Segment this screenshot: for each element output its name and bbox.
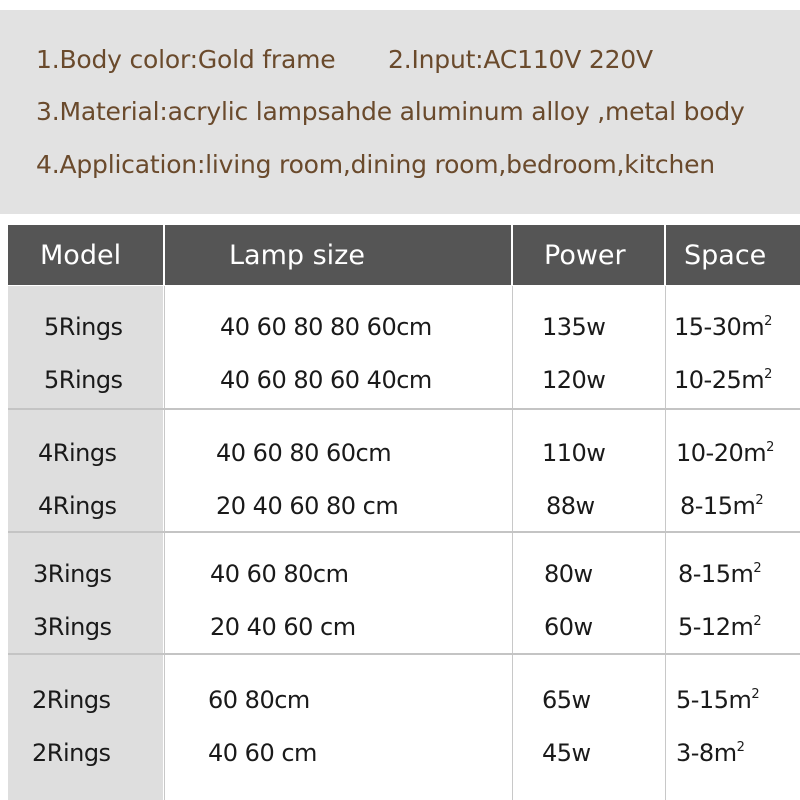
cell-size: 40 60 80cm (210, 560, 349, 588)
cell-model: 2Rings (32, 686, 111, 714)
spec-material: 3.Material:acrylic lampsahde aluminum alloy ,metal body (36, 97, 745, 126)
cell-power: 110w (542, 439, 606, 467)
cell-space: $3-8m^2$ (676, 739, 745, 767)
cell-space: $10-25m^2$ (674, 366, 772, 394)
cell-space: $8-15m^2$ (680, 492, 764, 520)
cell-size: 40 60 80 60 40cm (220, 366, 432, 394)
cell-power: 65w (542, 686, 591, 714)
spec-application: 4.Application:living room,dining room,bedroom,kitchen (36, 150, 715, 179)
cell-size: 20 40 60 cm (210, 613, 356, 641)
model-column (8, 655, 163, 800)
cell-size: 40 60 80 60cm (216, 439, 392, 467)
cell-space: $5-15m^2$ (676, 686, 760, 714)
cell-space: $15-30m^2$ (674, 313, 772, 341)
spec-body-color: 1.Body color:Gold frame (36, 45, 336, 74)
spec-input: 2.Input:AC110V 220V (388, 45, 653, 74)
header-lamp-size: Lamp size (165, 225, 511, 285)
cell-power: 80w (544, 560, 593, 588)
group-5rings (8, 286, 800, 408)
cell-power: 45w (542, 739, 591, 767)
header-space: Space (666, 225, 800, 285)
cell-model: 5Rings (44, 313, 123, 341)
cell-size: 20 40 60 80 cm (216, 492, 399, 520)
cell-size: 40 60 cm (208, 739, 317, 767)
cell-model: 3Rings (33, 613, 112, 641)
spec-table (8, 225, 800, 800)
cell-power: 88w (546, 492, 595, 520)
group-3rings (8, 533, 800, 653)
cell-space: $5-12m^2$ (678, 613, 762, 641)
cell-model: 5Rings (44, 366, 123, 394)
cell-power: 60w (544, 613, 593, 641)
cell-size: 40 60 80 80 60cm (220, 313, 432, 341)
cell-power: 135w (542, 313, 606, 341)
spec-panel (0, 10, 800, 214)
cell-power: 120w (542, 366, 606, 394)
cell-model: 2Rings (32, 739, 111, 767)
group-2rings (8, 655, 800, 800)
header-model: Model (8, 225, 163, 285)
cell-model: 4Rings (38, 492, 117, 520)
cell-model: 4Rings (38, 439, 117, 467)
cell-size: 60 80cm (208, 686, 310, 714)
cell-model: 3Rings (33, 560, 112, 588)
cell-space: $10-20m^2$ (676, 439, 774, 467)
cell-space: $8-15m^2$ (678, 560, 762, 588)
group-4rings (8, 410, 800, 531)
header-power: Power (513, 225, 664, 285)
